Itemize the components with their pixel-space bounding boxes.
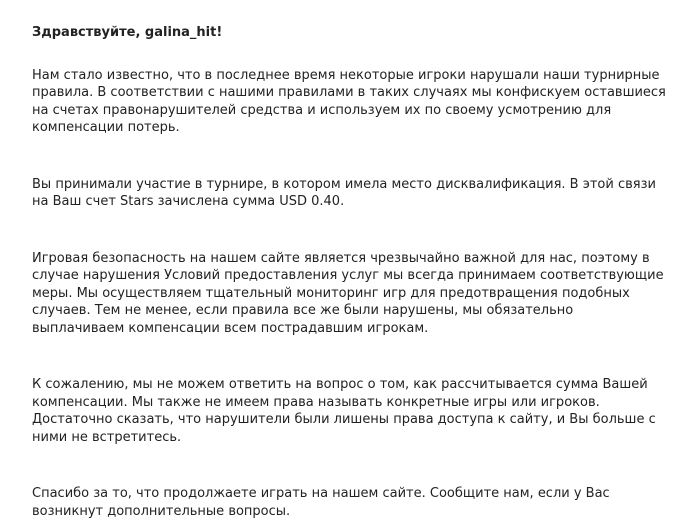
paragraph-line: К сожалению, мы не можем ответить на вопрос о том, как рассчитывается сумма Вашей (32, 377, 648, 392)
paragraph-line: ними не встретитесь. (32, 429, 182, 445)
paragraph-line: возникнут дополнительные вопросы. (32, 503, 291, 519)
paragraph-line: случаев. Тем не менее, если правила все же были нарушены, мы обязательно (32, 303, 574, 318)
paragraph-line: компенсации потерь. (32, 120, 180, 135)
paragraph-line: выплачиваем компенсации всем пострадавшим игрокам. (32, 320, 429, 336)
paragraph-line: меры. Мы осуществляем тщательный мониторинг игр для предотвращения подобных (32, 285, 630, 301)
paragraph-line: Достаточно сказать, что нарушители были лишены права доступа к сайту, и Вы больше с (32, 412, 656, 427)
paragraph-line: правила. В соответствии с нашими правилами в таких случаях мы конфискуем оставшиеся (32, 85, 666, 100)
paragraph-line: Вы принимали участие в турнире, в котором имела место дисквалификация. В этой связи (32, 176, 656, 192)
paragraph-line: Нам стало известно, что в последнее время некоторые игроки нарушали наши турнирные (32, 67, 660, 83)
paragraph-line: на счетах правонарушителей средства и используем их по своему усмотрению для (32, 102, 612, 118)
paragraph-game-security (32, 250, 680, 338)
paragraph-thanks (32, 485, 680, 520)
paragraph-line: на Ваш счет Stars зачислена сумма USD 0.40. (32, 194, 345, 209)
paragraph-line: Игровая безопасность на нашем сайте является чрезвычайно важной для нас, поэтому в (32, 250, 650, 266)
paragraph-rules-violation (32, 67, 680, 137)
paragraph-line: Спасибо за то, что продолжаете играть на нашем сайте. Сообщите нам, если у Вас (32, 486, 610, 501)
paragraph-line: компенсации. Мы также не имеем права называть конкретные игры или игроков. (32, 394, 600, 410)
paragraph-no-details (32, 376, 680, 446)
paragraph-compensation-amount (32, 176, 680, 211)
paragraph-line: случае нарушения Условий предоставления услуг мы всегда принимаем соответствующие (32, 268, 664, 283)
greeting: Здравствуйте, galina_hit! (32, 25, 223, 40)
